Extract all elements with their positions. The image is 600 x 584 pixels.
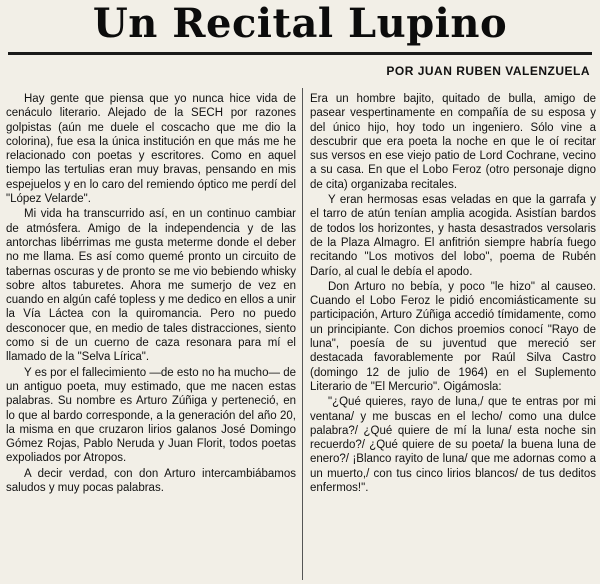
article-column-right [310,92,596,496]
article-column-left [6,92,296,496]
article-byline: POR JUAN RUBEN VALENZUELA [386,64,590,78]
paragraph: Y eran hermosas esas veladas en que la garrafa y el tarro de atún tenían amplia acogida. Asistían bardos de todos los horizontes, y hasta desastrados versolaris de la Plaza Almagro. El anfitrión siempre habría fuego recitando "Los motivos del lobo", poema de Rubén Darío, al cual le debía el apodo. [310,194,596,278]
title-rule [8,52,592,55]
paragraph: Era un hombre bajito, quitado de bulla, amigo de pasear vespertinamente en compañía de su esposa y del único hijo, hoy todo un ingeniero. Sólo vine a descubrir que era poeta la noche en que le oí recitar sus versos en ese viejo patio de Lord Cochrane, vecino a su casa. En que el Lobo Feroz (otro personaje digno de cita) organizaba recitales. [310,93,596,191]
paragraph: A decir verdad, con don Arturo intercambiábamos saludos y muy pocas palabras. [6,467,296,495]
paragraph: Hay gente que piensa que yo nunca hice vida de cenáculo literario. Alejado de la SECH por razones golpistas (aún me duele el coscacho que me dio la colorina), fue esa la única institución en que más me he relacionado con poetas y escritores. Como en aquel tiempo las tertulias eran muy bravas, pensando en mis espejuelos y en lo caro del remiendo óptico me perdí del "López Velarde". [6,93,296,206]
paragraph: Mi vida ha transcurrido así, en un continuo cambiar de atmósfera. Amigo de la independencia y de las antorchas libérrimas me gusta meterme donde el deber no me llama. Es así como quemé pronto un circuito de tabernas oscuras y de pronto se me vio bebiendo whisky sobre altos taburetes. Ahora me sumerjo de vez en cuando en algún café topless y me dedico en ellos a unir la Vía Láctea con la quiromancia. Pero no puedo desconocer que, en medio de tales distracciones, siento como si de un cuerno de caza resonara para mí el llamado de la "Selva Lírica". [6,208,296,364]
paragraph: Don Arturo no bebía, y poco "le hizo" al causeo. Cuando el Lobo Feroz le pidió encomiásticamente su participación, Arturo Zúñiga accedió tímidamente, como un principiante. Con dichos proemios conocí "Rayo de luna", poesía de su juventud que mereció ser destacada favorablemente por Raúl Silva Castro (domingo 12 de julio de 1964) en el Suplemento Literario de "El Mercurio". Oigámosla: [310,280,596,393]
poem-quote: "¿Qué quieres, rayo de luna,/ que te entras por mi ventana/ y me buscas en el lecho/ como una dulce palabra?/ ¿Qué quiere de mí la luna/ esta noche sin recuerdo?/ ¿Qué quiere de su poeta/ la buena luna de enero?/ ¡Blanco rayito de luna/ que me adornas como a un muerto,/ con tus cinco lirios blancos/ de tus deditos enfermos!". [310,396,596,495]
column-divider [302,88,303,580]
paragraph: Y es por el fallecimiento —de esto no ha mucho— de un antiguo poeta, muy estimado, que me nacen estas palabras. Su nombre es Arturo Zúñiga y perteneció, en lo que al bardo corresponde, a la generación del año 20, la misma en que cruzaron lirios galanos José Domingo Gómez Rojas, Pablo Neruda y Juan Florit, todos poetas expoliados por Atropos. [6,366,296,465]
article-title: Un Recital Lupino [92,0,508,47]
